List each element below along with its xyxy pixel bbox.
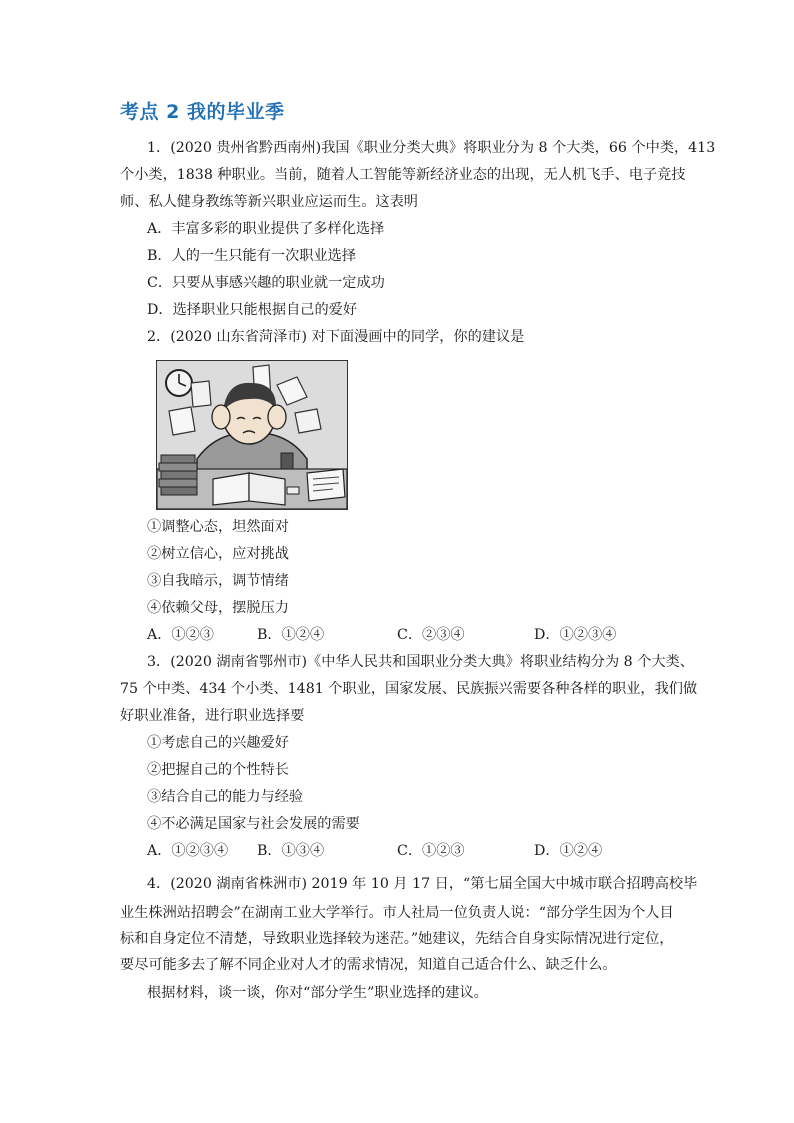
- q2-choice-c: C．②③④: [397, 627, 465, 643]
- q2-item-4: ④依赖父母，摆脱压力: [147, 600, 289, 616]
- section-title: 考点 2 我的毕业季: [120, 101, 285, 123]
- q1-stem-line-3: 师、私人健身教练等新兴职业应运而生。这表明: [120, 194, 418, 210]
- q4-stem-line-4: 要尽可能多去了解不同企业对人才的需求情况，知道自己适合什么、缺乏什么。: [120, 957, 617, 973]
- stressed-student-cartoon: [156, 360, 348, 510]
- q1-stem-line-2: 个小类，1838 种职业。当前，随着人工智能等新经济业态的出现，无人机飞手、电子竞技: [120, 167, 686, 183]
- q2-choice-d: D．①②③④: [534, 627, 617, 643]
- q3-stem-line-2: 75 个中类、434 个小类、1481 个职业，国家发展、民族振兴需要各种各样的职业，我们做: [120, 681, 698, 697]
- q2-choice-b: B．①②④: [257, 627, 325, 643]
- q2-choice-a: A．①②③: [147, 627, 214, 643]
- q3-item-2: ②把握自己的个性特长: [147, 762, 289, 778]
- q3-choice-c: C．①②③: [397, 843, 465, 859]
- q2-item-3: ③自我暗示，调节情绪: [147, 573, 289, 589]
- q3-choice-d: D．①②④: [534, 843, 603, 859]
- q3-choice-b: B．①③④: [257, 843, 325, 859]
- q3-item-4: ④不必满足国家与社会发展的需要: [147, 816, 360, 832]
- q4-stem-line-3: 标和自身定位不清楚，导致职业选择较为迷茫。”她建议，先结合自身实际情况进行定位，: [120, 931, 674, 947]
- clock-icon: [166, 370, 192, 396]
- q3-item-3: ③结合自己的能力与经验: [147, 789, 304, 805]
- q4-stem-line-1: 4．(2020 湖南省株洲市) 2019 年 10 月 17 日，“第七届全国大中城市联合招聘高校毕: [147, 876, 698, 892]
- q1-stem-line-1: 1．(2020 贵州省黔西南州)我国《职业分类大典》将职业分为 8 个大类，66 个中类，413: [147, 140, 716, 156]
- q1-option-a: A．丰富多彩的职业提供了多样化选择: [147, 221, 385, 237]
- q3-item-1: ①考虑自己的兴趣爱好: [147, 735, 289, 751]
- q3-choice-a: A．①②③④: [147, 843, 229, 859]
- q3-stem-line-1: 3．(2020 湖南省鄂州市)《中华人民共和国职业分类大典》将职业结构分为 8 个大类、: [147, 654, 694, 670]
- q1-option-d: D．选择职业只能根据自己的爱好: [147, 302, 358, 318]
- q4-prompt: 根据材料，谈一谈，你对“部分学生”职业选择的建议。: [147, 985, 488, 1001]
- q1-option-b: B．人的一生只能有一次职业选择: [147, 248, 357, 264]
- q3-stem-line-3: 好职业准备，进行职业选择要: [120, 708, 305, 724]
- q2-item-2: ②树立信心，应对挑战: [147, 546, 289, 562]
- q1-option-c: C．只要从事感兴趣的职业就一定成功: [147, 275, 385, 291]
- q2-item-1: ①调整心态，坦然面对: [147, 519, 289, 535]
- q4-stem-line-2: 业生株洲站招聘会”在湖南工业大学举行。市人社局一位负责人说：“部分学生因为个人目: [120, 905, 674, 921]
- q2-stem-line-1: 2．(2020 山东省菏泽市) 对下面漫画中的同学，你的建议是: [147, 329, 525, 345]
